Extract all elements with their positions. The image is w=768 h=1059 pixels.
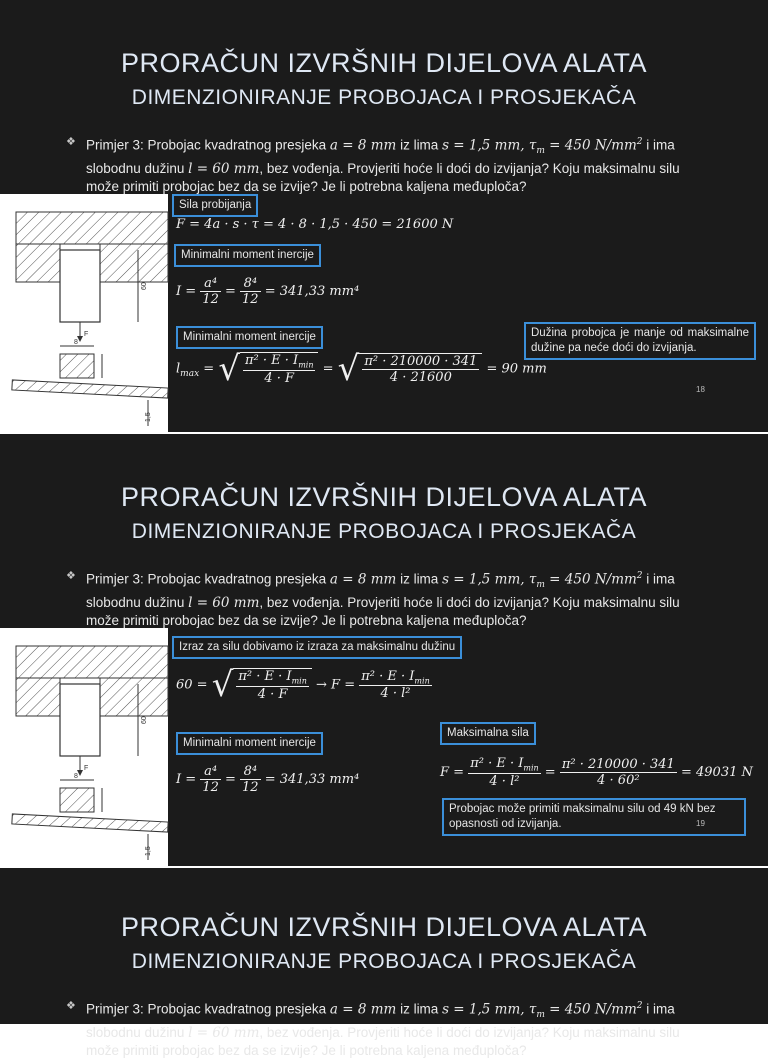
page-number: 18 [696, 385, 705, 394]
slide-subtitle: DIMENZIONIRANJE PROBOJACA I PROSJEKAČA [131, 520, 637, 543]
slide-subtitle: DIMENZIONIRANJE PROBOJACA I PROSJEKAČA [131, 950, 637, 973]
problem-statement: ❖ Primjer 3: Probojac kvadratnog presjeka a = 8 mm iz lima s = 1,5 mm, $\tau_m = 450$ $N/mm^2$ i ima slobodnu dužinu l = 60 mm, bez vođenja. Provjeriti hoće li doći do izvijanja? Koju maksimalnu silu može primiti probojac bez da se izvije? Je li potrebna kaljena međuploča? [66, 136, 680, 195]
inertia-formula: I = $\frac{\text{a⁴}}{12}$ = $\frac{\text{8⁴}}{12}$ = 341,33 mm⁴ [176, 764, 360, 795]
lmax-formula: $l_{max}$ = √ $\frac{\pi^2 \cdot E \cdot I_{min}}{4 \cdot F}$ = √ $\frac{\text{π² · 210000 · 341}}{4 \cdot 21600}$ = 90 mm [176, 349, 547, 389]
conclusion-note: Dužina probojca je manje od maksimalne dužine pa neće doći do izvijanja. [524, 322, 756, 360]
svg-text:F: F [84, 765, 89, 772]
slide-title: PRORAČUN IZVRŠNIH DIJELOVA ALATA [120, 912, 648, 942]
svg-text:60: 60 [141, 282, 148, 290]
izraz-label: Izraz za silu dobivamo iz izraza za maksimalnu dužinu [172, 636, 462, 659]
svg-text:1,5: 1,5 [145, 412, 152, 422]
svg-text:8: 8 [74, 773, 78, 780]
svg-text:1,5: 1,5 [145, 846, 152, 856]
moment-inercije-label-2: Minimalni moment inercije [176, 326, 323, 349]
page-number: 19 [696, 819, 705, 828]
problem-statement: ❖ Primjer 3: Probojac kvadratnog presjeka a = 8 mm iz lima s = 1,5 mm, $\tau_m = 450$ $N/mm^2$ i ima slobodnu dužinu l = 60 mm, bez vođenja. Provjeriti hoće li doći do izvijanja? Koju maksimalnu silu može primiti probojac bez da se izvije? Je li potrebna kaljena međuploča? [66, 570, 680, 629]
slide-2 [0, 434, 768, 866]
diamond-bullet-icon: ❖ [66, 136, 76, 148]
slide-3 [0, 868, 768, 1059]
problem-statement: ❖ Primjer 3: Probojac kvadratnog presjeka a = 8 mm iz lima s = 1,5 mm, $\tau_m = 450$ $N/mm^2$ i ima slobodnu dužinu l = 60 mm, bez vođenja. Provjeriti hoće li doći do izvijanja? Koju maksimalnu silu može primiti probojac bez da se izvije? Je li potrebna kaljena međuploča? [66, 1000, 680, 1059]
moment-inercije-label: Minimalni moment inercije [176, 732, 323, 755]
conclusion-note: Probojac može primiti maksimalnu silu od 49 kN bez opasnosti od izvijanja. [442, 798, 746, 836]
slide-title: PRORAČUN IZVRŠNIH DIJELOVA ALATA [120, 48, 648, 78]
inertia-formula: I = $\frac{\text{a⁴}}{12}$ = $\frac{\text{8⁴}}{12}$ = 341,33 mm⁴ [176, 276, 360, 307]
svg-text:F: F [84, 331, 89, 338]
svg-text:60: 60 [141, 716, 148, 724]
max-force-formula: F = $\frac{\pi^2 \cdot E \cdot I_{min}}{\text{4 · l²}}$ = $\frac{\text{π² · 210000 · 341}}{\text{4 · 60²}}$ = 49031 N [440, 756, 753, 789]
slide-1 [0, 0, 768, 432]
sixty-formula: 60 = √ $\frac{\pi^2 \cdot E \cdot I_{min}}{4 \cdot F}$ → F = $\frac{\pi^2 \cdot E \cdot I_{min}}{\text{4 · l²}}$ [176, 665, 430, 705]
maksimalna-sila-label: Maksimalna sila [440, 722, 536, 745]
slide-subtitle: DIMENZIONIRANJE PROBOJACA I PROSJEKAČA [131, 86, 637, 109]
punch-drawing [0, 628, 168, 866]
diamond-bullet-icon: ❖ [66, 570, 76, 582]
slide-title: PRORAČUN IZVRŠNIH DIJELOVA ALATA [120, 482, 648, 512]
moment-inercije-label: Minimalni moment inercije [174, 244, 321, 267]
punch-drawing [0, 194, 168, 432]
svg-text:8: 8 [74, 339, 78, 346]
force-formula: F = 4a · s · τ = 4 · 8 · 1,5 · 450 = 21600 N [176, 217, 454, 232]
sila-probijanja-label: Sila probijanja [172, 194, 258, 217]
diamond-bullet-icon: ❖ [66, 1000, 76, 1012]
